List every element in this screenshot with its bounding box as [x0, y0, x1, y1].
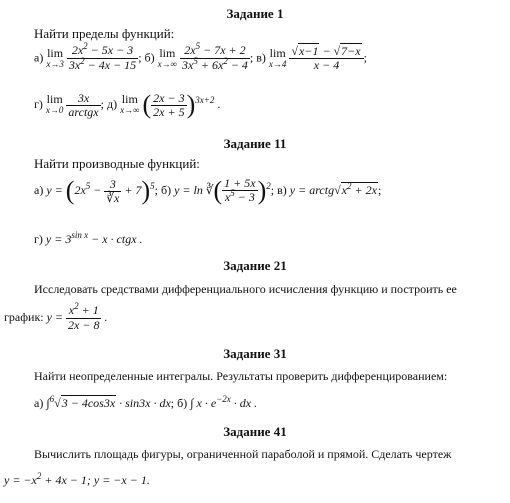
heading-task-1: Задание 1 [226, 6, 284, 21]
task-1-text: Найти пределы функций: [34, 26, 175, 41]
task-1-line-2: г) lim x→0 $\frac{3x}{\text{arctgx}}$ ; д) lim x→∞ ( $\frac{2x - 3}{2x + 5}$ )$^{3x+2}$ . [34, 90, 221, 119]
task-11-line-2: г) $y = 3^{sin x} - x$ · ctgx . [34, 230, 143, 246]
task-11-line-1: а) $y = (2x^5$ − $\frac{3}{∛x}$ + 7)$^5$; б) y = ln ∛( $\frac{1 + 5x}{x^5 - 3}$ )$^2$; в) $y = arctg√x^2 + 2x$; [34, 176, 382, 205]
heading-task-41: Задание 41 [223, 424, 287, 439]
heading-task-11: Задание 11 [223, 136, 287, 151]
task-41-text: Вычислить площадь фигуры, ограниченной параболой и прямой. Сделать чертеж [34, 447, 452, 461]
heading-task-21: Задание 21 [223, 258, 287, 273]
task-21-text: Исследовать средствами дифференциального исчисления функцию и построить ее [34, 282, 457, 296]
task-41-line: $y = -x^2 + 4x - 1$; y = −x − 1. [4, 471, 150, 487]
task-31-line: а) ∫$^6$√3 − 4cos3x · sin3x · dx; б) ∫ $x \cdot e^{-2x}$ · dx . [34, 394, 258, 410]
task-21-line: график: y = $\frac{x^2 + 1}{2x - 8}$ . [4, 301, 108, 332]
task-11-text: Найти производные функций: [34, 156, 200, 171]
task-1-line-1: а) lim x→3 $\frac{2x^2 - 5x - 3}{3x^2 - 4x - 15}$ ; б) lim x→∞ $\frac{2x^5 - 7x + 2}{3x^5 + 6x^2 - 4}$ ; в) lim x→4 $\frac{√x-1 - √7-x}{x - 4}$ ; [34, 41, 367, 72]
heading-task-31: Задание 31 [223, 346, 287, 361]
task-31-text: Найти неопределенные интегралы. Результаты проверить дифференцированием: [34, 369, 448, 383]
